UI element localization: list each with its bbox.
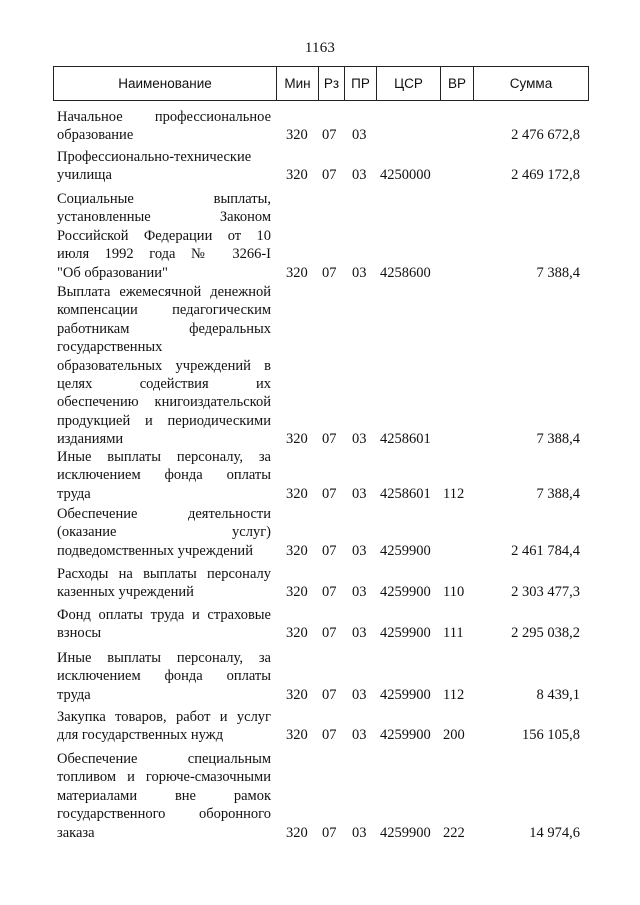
cell-sum: 2 476 672,8 <box>511 127 580 144</box>
row-name-line: исключением фонда оплаты <box>57 668 271 685</box>
row-values <box>0 430 640 448</box>
cell-rz: 07 <box>322 485 337 502</box>
row-name-line: Начальное профессиональное <box>57 109 271 125</box>
cell-rz: 07 <box>322 431 337 448</box>
column-header-name: Наименование <box>54 67 277 100</box>
cell-csr: 4259900 <box>380 686 431 703</box>
row-name-line: образование <box>57 127 134 144</box>
cell-pr: 03 <box>352 824 367 841</box>
cell-min: 320 <box>286 485 308 502</box>
cell-pr: 03 <box>352 431 367 448</box>
row-values <box>0 583 640 601</box>
table-row <box>0 649 640 704</box>
row-name-line: Социальные выплаты, <box>57 191 271 207</box>
table-row <box>0 148 640 185</box>
table-row <box>0 505 640 560</box>
cell-sum: 2 303 477,3 <box>511 584 580 601</box>
row-values <box>0 542 640 560</box>
row-name-line: Выплата ежемесячной денежной <box>57 284 271 300</box>
column-header-min: Мин <box>277 67 319 100</box>
cell-csr: 4258600 <box>380 264 431 281</box>
row-name-line: Иные выплаты персоналу, за <box>57 449 271 465</box>
row-name-line: продукцией и периодическими <box>57 412 271 429</box>
cell-rz: 07 <box>322 167 337 184</box>
cell-vr: 110 <box>443 584 465 601</box>
cell-rz: 07 <box>322 542 337 559</box>
row-name <box>57 283 271 449</box>
cell-min: 320 <box>286 127 308 144</box>
cell-sum: 14 974,6 <box>529 824 580 841</box>
cell-csr: 4259900 <box>380 727 431 744</box>
cell-rz: 07 <box>322 727 337 744</box>
row-values <box>0 726 640 744</box>
row-name-line: Расходы на выплаты персоналу <box>57 566 271 582</box>
page-number: 1163 <box>304 40 336 56</box>
row-name-line: труда <box>57 686 91 703</box>
row-name-line: изданиями <box>57 431 124 448</box>
row-name-line: заказа <box>57 824 95 841</box>
cell-rz: 07 <box>322 127 337 144</box>
table-row <box>0 283 640 449</box>
row-values <box>0 264 640 282</box>
table-row <box>0 708 640 745</box>
row-name-line: (оказание услуг) <box>57 524 271 541</box>
column-header-pr: ПР <box>345 67 377 100</box>
cell-min: 320 <box>286 824 308 841</box>
row-name-line: обеспечению книгоиздательской <box>57 394 271 411</box>
cell-vr: 200 <box>443 727 465 744</box>
cell-min: 320 <box>286 264 308 281</box>
cell-rz: 07 <box>322 824 337 841</box>
row-name-line: казенных учреждений <box>57 584 194 601</box>
cell-vr: 112 <box>443 686 465 703</box>
cell-min: 320 <box>286 542 308 559</box>
cell-min: 320 <box>286 625 308 642</box>
cell-vr: 112 <box>443 485 465 502</box>
row-values <box>0 126 640 144</box>
cell-rz: 07 <box>322 625 337 642</box>
cell-pr: 03 <box>352 584 367 601</box>
row-name-line: труда <box>57 485 91 502</box>
table-header <box>53 66 589 101</box>
row-name-line: топливом и горюче-смазочными <box>57 769 271 786</box>
row-values <box>0 686 640 704</box>
cell-vr: 111 <box>443 625 464 642</box>
cell-csr: 4259900 <box>380 584 431 601</box>
cell-sum: 7 388,4 <box>536 485 580 502</box>
cell-rz: 07 <box>322 686 337 703</box>
column-header-rz: Рз <box>319 67 345 100</box>
table-row <box>0 108 640 145</box>
row-name-line: образовательных учреждений в <box>57 357 271 374</box>
cell-sum: 156 105,8 <box>522 727 580 744</box>
row-name-line: Обеспечение специальным <box>57 751 271 767</box>
table-row <box>0 190 640 282</box>
cell-sum: 7 388,4 <box>536 264 580 281</box>
cell-csr: 4259900 <box>380 824 431 841</box>
cell-csr: 4259900 <box>380 625 431 642</box>
row-values <box>0 166 640 184</box>
cell-min: 320 <box>286 167 308 184</box>
row-name-line: государственного оборонного <box>57 806 271 823</box>
cell-csr: 4258601 <box>380 485 431 502</box>
column-header-sum: Сумма <box>509 76 553 91</box>
row-name-line: июля 1992 года № 3266-I <box>57 246 271 263</box>
cell-rz: 07 <box>322 264 337 281</box>
cell-rz: 07 <box>322 584 337 601</box>
row-name-line: компенсации педагогическим <box>57 302 271 319</box>
cell-sum: 8 439,1 <box>536 686 580 703</box>
cell-sum: 2 461 784,4 <box>511 542 580 559</box>
cell-csr: 4250000 <box>380 167 431 184</box>
row-values <box>0 824 640 842</box>
row-values <box>0 485 640 503</box>
cell-pr: 03 <box>352 127 367 144</box>
row-name-line: исключением фонда оплаты <box>57 467 271 484</box>
row-name-line: Закупка товаров, работ и услуг <box>57 709 271 725</box>
row-name-line: училища <box>57 167 112 184</box>
row-name-line: взносы <box>57 625 102 642</box>
cell-sum: 7 388,4 <box>536 431 580 448</box>
table-row <box>0 565 640 602</box>
row-name-line: целях содействия их <box>57 376 271 393</box>
row-name-line: установленные Законом <box>57 209 271 226</box>
table-row <box>0 750 640 842</box>
cell-sum: 2 469 172,8 <box>511 167 580 184</box>
cell-pr: 03 <box>352 625 367 642</box>
table-row <box>0 448 640 503</box>
cell-vr: 222 <box>443 824 465 841</box>
row-name-line: Обеспечение деятельности <box>57 506 271 522</box>
cell-pr: 03 <box>352 485 367 502</box>
cell-min: 320 <box>286 727 308 744</box>
table-row <box>0 606 640 643</box>
column-header-vr: ВР <box>441 67 474 100</box>
row-name-line: Российской Федерации от 10 <box>57 227 271 244</box>
cell-sum: 2 295 038,2 <box>511 625 580 642</box>
cell-pr: 03 <box>352 727 367 744</box>
row-name-line: Профессионально-технические <box>57 149 252 165</box>
cell-min: 320 <box>286 686 308 703</box>
cell-pr: 03 <box>352 542 367 559</box>
column-header-csr: ЦСР <box>377 67 441 100</box>
row-name-line: материалами вне рамок <box>57 787 271 804</box>
cell-pr: 03 <box>352 264 367 281</box>
cell-csr: 4259900 <box>380 542 431 559</box>
row-name-line: Фонд оплаты труда и страховые <box>57 607 271 623</box>
row-name-line: работникам федеральных <box>57 320 271 337</box>
row-name-line: государственных <box>57 339 163 356</box>
row-name-line: Иные выплаты персоналу, за <box>57 650 271 666</box>
cell-min: 320 <box>286 431 308 448</box>
row-name-line: "Об образовании" <box>57 264 168 281</box>
row-values <box>0 624 640 642</box>
cell-min: 320 <box>286 584 308 601</box>
cell-csr: 4258601 <box>380 431 431 448</box>
row-name-line: для государственных нужд <box>57 727 224 744</box>
row-name-line: подведомственных учреждений <box>57 542 253 559</box>
cell-pr: 03 <box>352 167 367 184</box>
cell-pr: 03 <box>352 686 367 703</box>
